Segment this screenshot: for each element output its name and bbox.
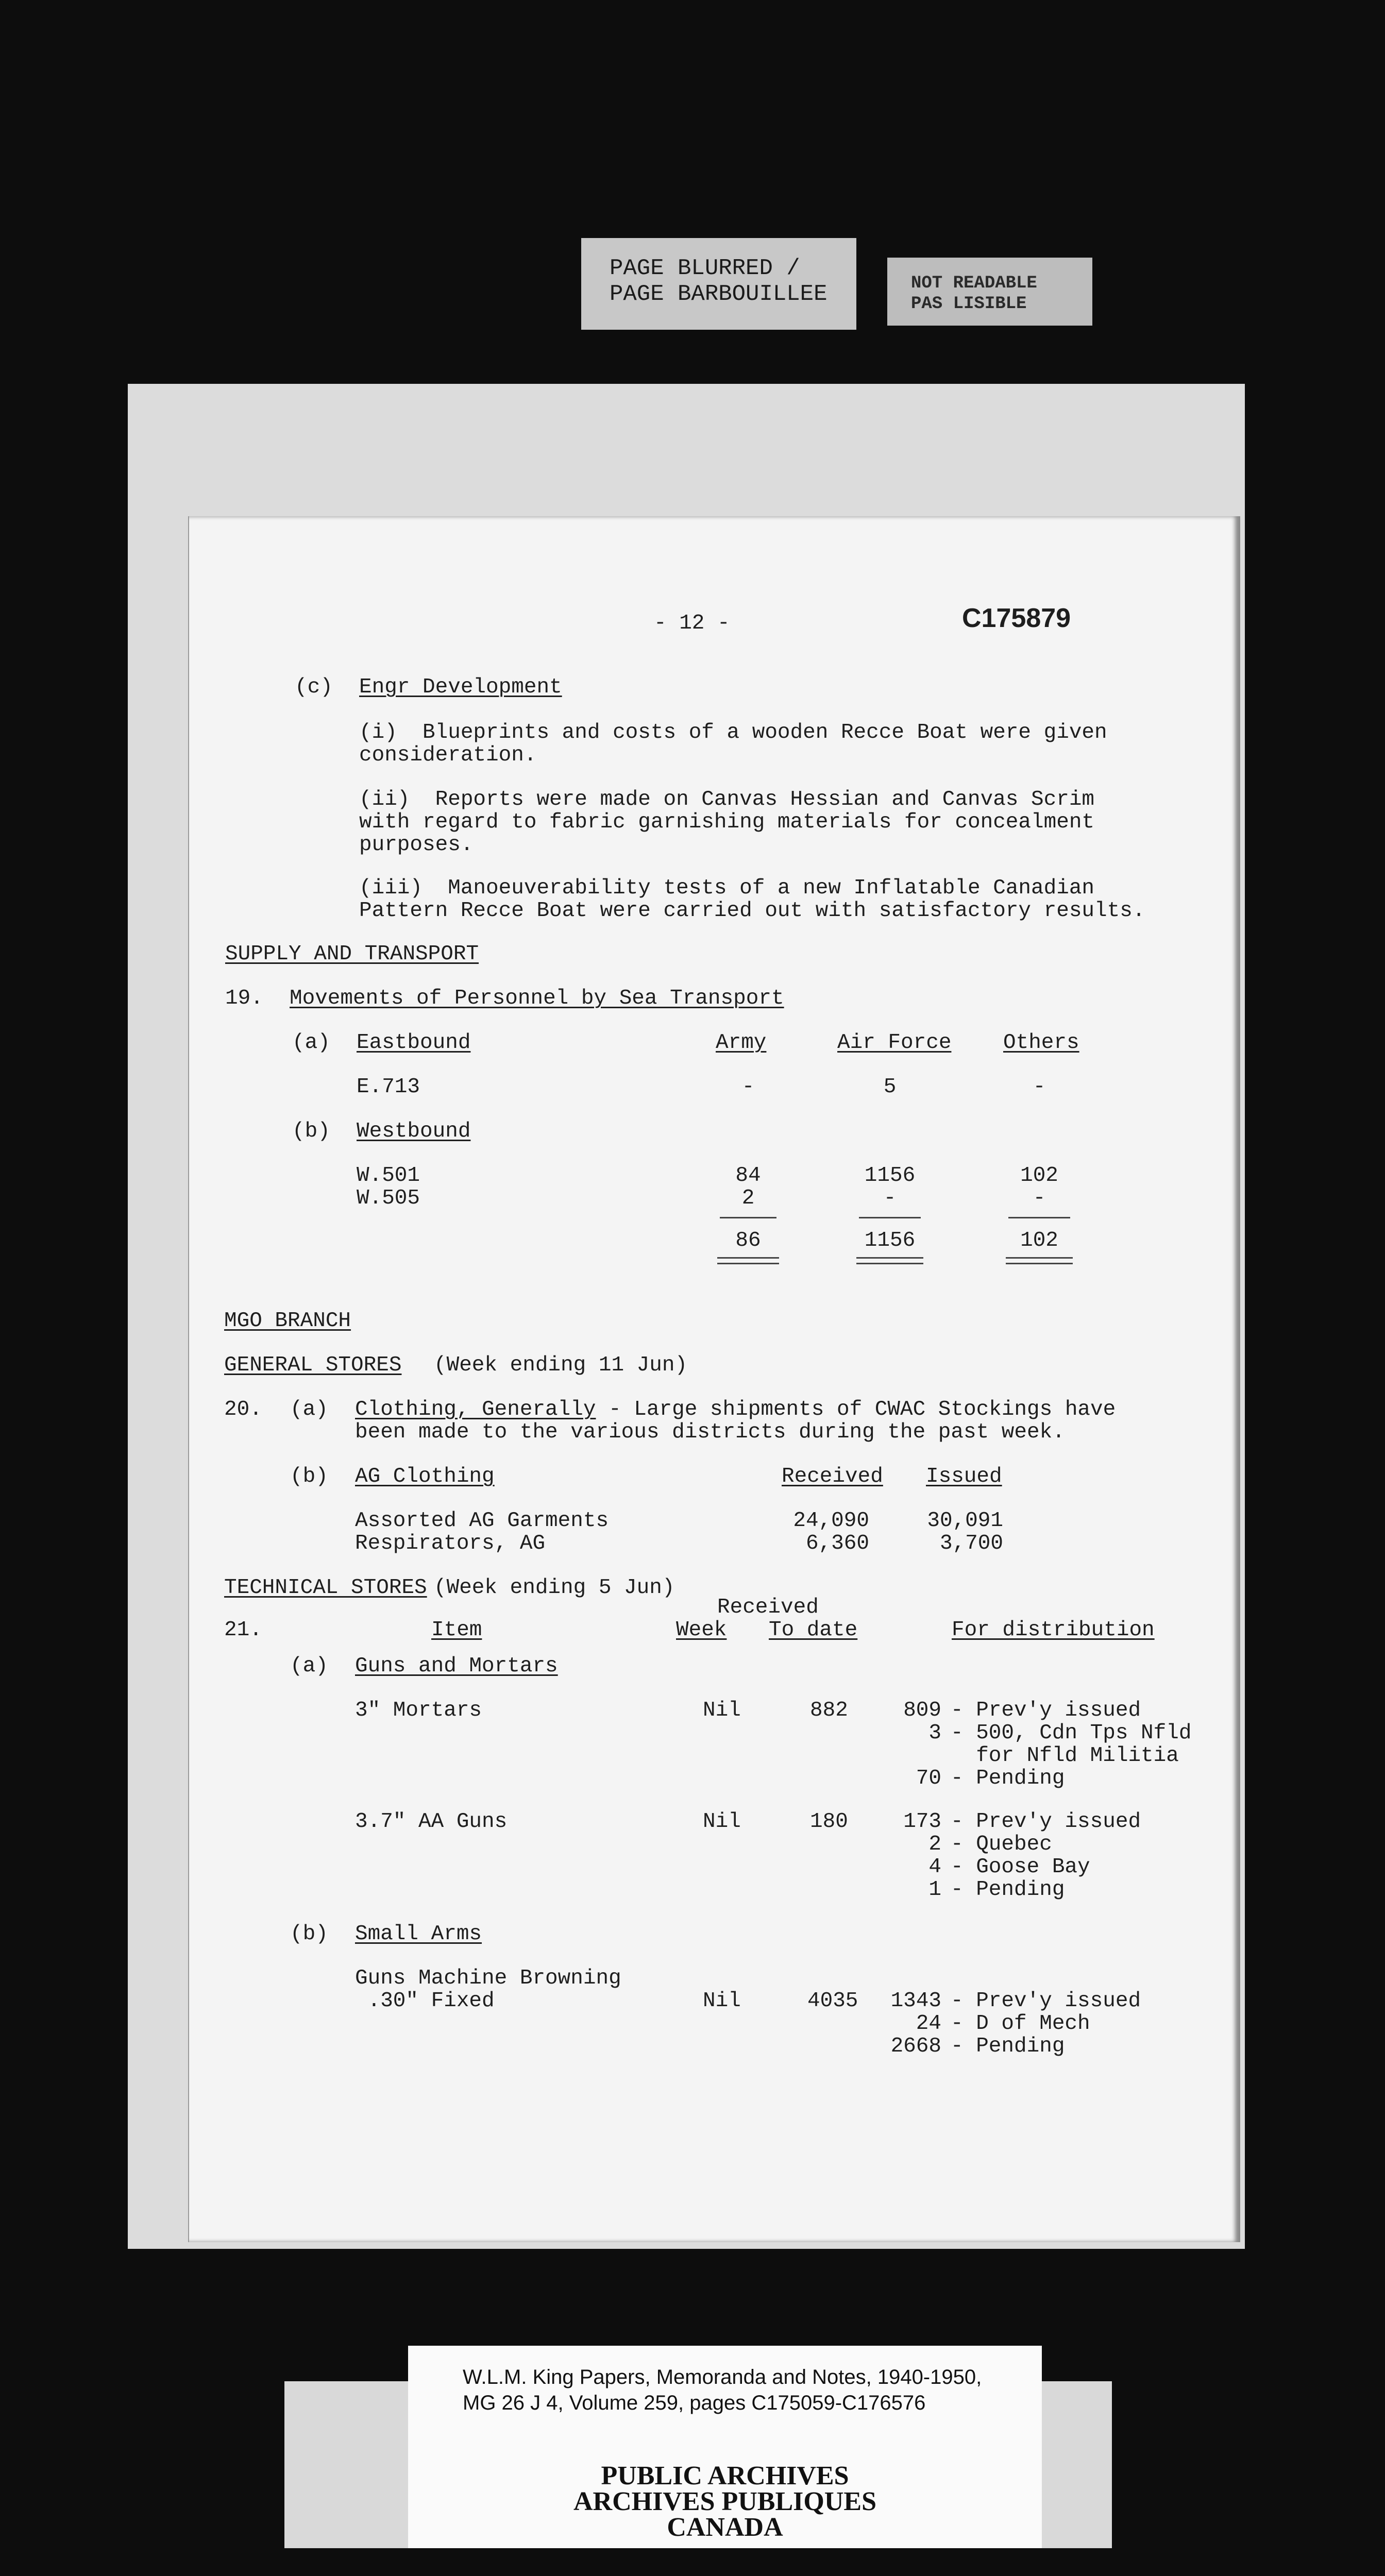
air-force-value: - — [883, 1187, 897, 1210]
ag-item: Assorted AG Garments — [355, 1509, 609, 1533]
total-double-rule — [717, 1257, 779, 1264]
general-stores-heading: GENERAL STORES — [224, 1353, 402, 1377]
col-week: Week — [676, 1618, 727, 1642]
to-date-value: 882 — [810, 1699, 848, 1722]
dist-desc: - D of Mech — [951, 2012, 1090, 2036]
c-item-ii-line: (ii) Reports were made on Canvas Hessian and Canvas Scrim — [359, 788, 1095, 811]
air-force-value: 5 — [883, 1075, 897, 1099]
stamp-line: PAS LISIBLE — [911, 294, 1027, 314]
dist-desc: for Nfld Militia — [951, 1744, 1179, 1768]
para-21-number: 21. — [224, 1618, 262, 1642]
archives-line: PUBLIC ARCHIVES — [601, 2461, 849, 2490]
store-item-name: .30" Fixed — [355, 1989, 495, 2013]
westbound-label: Westbound — [357, 1120, 471, 1143]
air-force-value: 1156 — [864, 1164, 916, 1188]
page-number: - 12 - — [654, 612, 730, 635]
army-value: - — [741, 1075, 755, 1099]
citation-label — [408, 2346, 1042, 2458]
section-c-heading: Engr Development — [359, 675, 562, 699]
para-20a-marker: (a) — [290, 1398, 328, 1421]
dist-qty: 809 — [903, 1699, 941, 1722]
week-value: Nil — [703, 1989, 741, 2013]
to-date-value: 4035 — [807, 1989, 858, 2013]
total-double-rule — [856, 1257, 923, 1264]
document-page — [188, 516, 1240, 2242]
received-value: 24,090 — [793, 1509, 869, 1533]
eastbound-label: Eastbound — [357, 1031, 471, 1055]
guns-mortars-title: Guns and Mortars — [355, 1654, 558, 1678]
ship-id: W.505 — [357, 1187, 420, 1210]
store-item-name: Guns Machine Browning — [355, 1967, 621, 1990]
dist-qty: 24 — [916, 2012, 941, 2036]
to-date-value: 180 — [810, 1810, 848, 1834]
c-item-iii-line: Pattern Recce Boat were carried out with satisfactory results. — [359, 899, 1145, 923]
dist-qty: 2668 — [890, 2035, 941, 2058]
issued-value: 30,091 — [927, 1509, 1003, 1533]
dist-desc: - Pending — [951, 1767, 1065, 1790]
citation-line: MG 26 J 4, Volume 259, pages C175059-C176576 — [463, 2392, 926, 2414]
dist-desc: - Goose Bay — [951, 1855, 1090, 1879]
westbound-marker: (b) — [292, 1120, 330, 1143]
c-item-ii-line: purposes. — [359, 833, 474, 857]
col-air-force: Air Force — [837, 1031, 952, 1055]
dist-qty: 173 — [903, 1810, 941, 1834]
clothing-text: - Large shipments of CWAC Stockings have — [596, 1398, 1116, 1421]
dist-qty: 4 — [928, 1855, 941, 1879]
store-item-name: 3" Mortars — [355, 1699, 482, 1722]
others-value: 102 — [1020, 1164, 1058, 1188]
para-20a-line: been made to the various districts during the past week. — [355, 1420, 1065, 1444]
clothing-title: Clothing, Generally — [355, 1398, 596, 1421]
week-value: Nil — [703, 1810, 741, 1834]
others-total: 102 — [1020, 1229, 1058, 1252]
para-21a-marker: (a) — [290, 1654, 328, 1678]
dist-qty: 70 — [916, 1767, 941, 1790]
col-to-date: To date — [769, 1618, 858, 1642]
col-issued: Issued — [926, 1465, 1002, 1488]
document-id: C175879 — [962, 603, 1071, 633]
stamp-line: NOT READABLE — [911, 274, 1037, 293]
dist-desc: - Pending — [951, 2035, 1065, 2058]
dist-qty: 1 — [928, 1878, 941, 1902]
para-21b-marker: (b) — [290, 1922, 328, 1946]
issued-value: 3,700 — [939, 1532, 1003, 1555]
air-force-total: 1156 — [864, 1229, 916, 1252]
dist-desc: - Prev'y issued — [951, 1989, 1141, 2013]
ag-clothing-title: AG Clothing — [355, 1465, 495, 1488]
citation-text — [463, 2364, 982, 2416]
eastbound-marker: (a) — [292, 1031, 330, 1055]
page-blurred-stamp — [581, 238, 856, 330]
archives-line: ARCHIVES PUBLIQUES — [573, 2487, 877, 2516]
para-20b-marker: (b) — [290, 1465, 328, 1488]
received-value: 6,360 — [805, 1532, 869, 1555]
para-20a-line — [355, 1398, 1116, 1421]
ag-item: Respirators, AG — [355, 1532, 546, 1555]
archives-line: CANADA — [667, 2513, 783, 2542]
col-others: Others — [1003, 1031, 1079, 1055]
dist-desc: - Prev'y issued — [951, 1810, 1141, 1834]
dist-qty: 1343 — [890, 1989, 941, 2013]
technical-stores-week: (Week ending 5 Jun) — [434, 1576, 675, 1600]
technical-stores-heading: TECHNICAL STORES — [224, 1576, 427, 1600]
col-received-group: Received — [717, 1596, 819, 1619]
subtotal-rule — [859, 1217, 921, 1218]
others-value: - — [1033, 1187, 1046, 1210]
citation-line: W.L.M. King Papers, Memoranda and Notes, 1940-1950, — [463, 2366, 982, 2388]
col-for-distribution: For distribution — [952, 1618, 1155, 1642]
week-value: Nil — [703, 1699, 741, 1722]
army-value: 84 — [735, 1164, 761, 1188]
c-item-i-line: consideration. — [359, 743, 537, 767]
c-item-iii-line: (iii) Manoeuverability tests of a new Inflatable Canadian — [359, 876, 1095, 900]
section-c-marker: (c) — [295, 675, 333, 699]
para-19-number: 19. — [225, 987, 263, 1010]
archives-label — [408, 2458, 1042, 2548]
ship-id: W.501 — [357, 1164, 420, 1188]
subtotal-rule — [1008, 1217, 1070, 1218]
col-item: Item — [431, 1618, 482, 1642]
not-readable-stamp — [887, 258, 1092, 326]
dist-desc: - Prev'y issued — [951, 1699, 1141, 1722]
dist-qty: 3 — [928, 1721, 941, 1745]
ship-id: E.713 — [357, 1075, 420, 1099]
dist-desc: - Quebec — [951, 1833, 1052, 1856]
c-item-i-line: (i) Blueprints and costs of a wooden Recce Boat were given — [359, 721, 1107, 744]
dist-desc: - 500, Cdn Tps Nfld — [951, 1721, 1192, 1745]
col-received: Received — [782, 1465, 883, 1488]
army-total: 86 — [735, 1229, 761, 1252]
total-double-rule — [1006, 1257, 1073, 1264]
para-20-number: 20. — [224, 1398, 262, 1421]
mgo-heading: MGO BRANCH — [224, 1309, 351, 1333]
store-item-name: 3.7" AA Guns — [355, 1810, 508, 1834]
col-army: Army — [716, 1031, 767, 1055]
army-value: 2 — [741, 1187, 755, 1210]
subtotal-rule — [720, 1217, 776, 1218]
others-value: - — [1033, 1075, 1046, 1099]
small-arms-title: Small Arms — [355, 1922, 482, 1946]
supply-heading: SUPPLY AND TRANSPORT — [225, 942, 479, 966]
c-item-ii-line: with regard to fabric garnishing materials for concealment — [359, 810, 1095, 834]
dist-desc: - Pending — [951, 1878, 1065, 1902]
stamp-line: PAGE BLURRED / — [610, 256, 800, 281]
general-stores-week: (Week ending 11 Jun) — [434, 1353, 688, 1377]
para-19-title: Movements of Personnel by Sea Transport — [290, 987, 784, 1010]
dist-qty: 2 — [928, 1833, 941, 1856]
stamp-line: PAGE BARBOUILLEE — [610, 281, 827, 307]
